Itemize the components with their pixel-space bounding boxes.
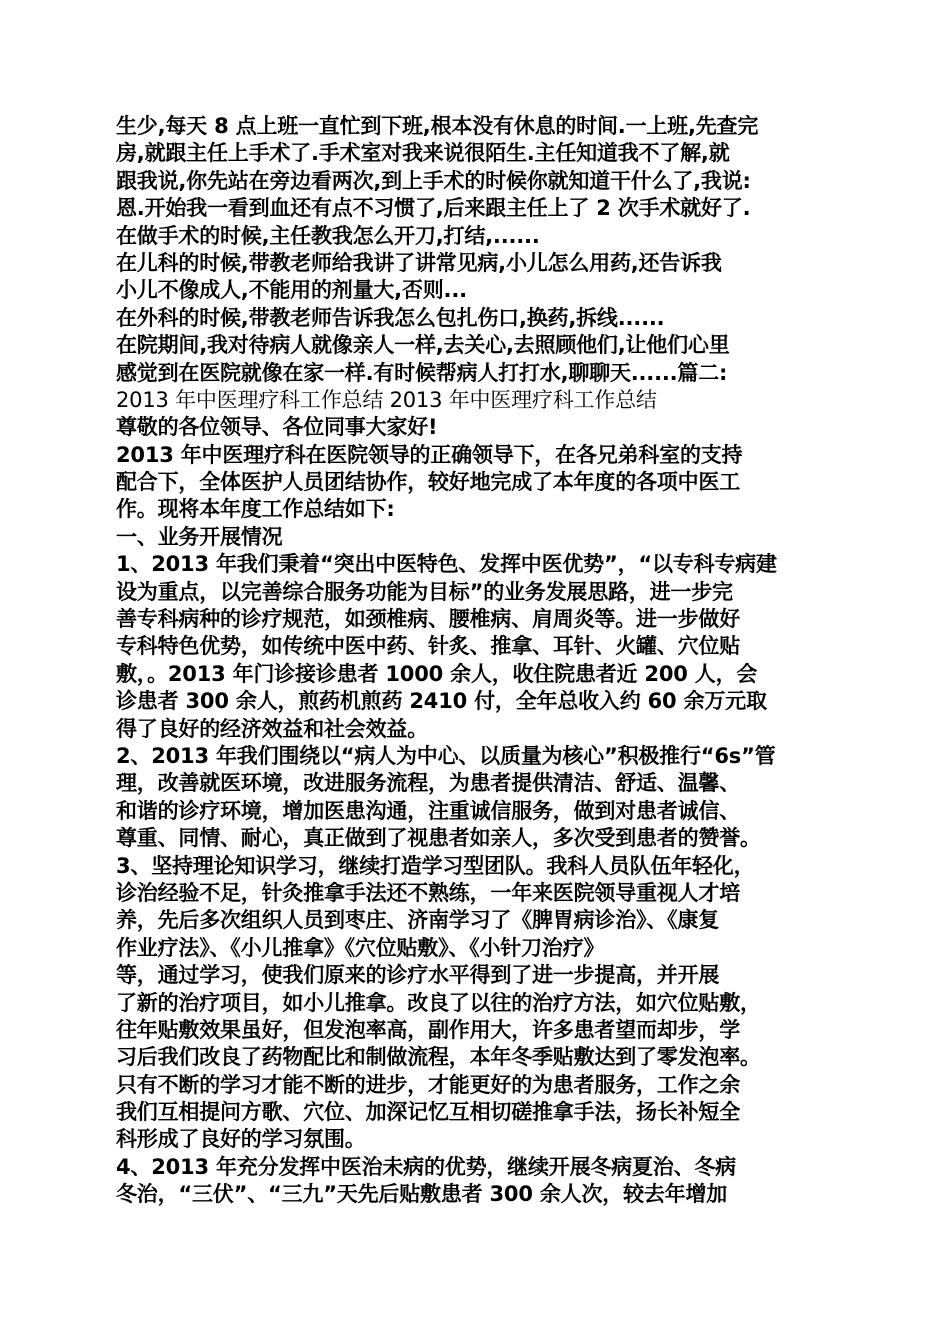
text-line: 只有不断的学习才能不断的进步，才能更好的为患者服务，工作之余 [116, 1072, 740, 1097]
text-line: 作。现将本年度工作总结如下: [116, 497, 395, 522]
text-line: 得了良好的经济效益和社会效益。 [116, 716, 428, 741]
text-line: 感觉到在医院就像在家一样.有时候帮病人打打水,聊聊天......篇二: [116, 360, 728, 385]
text-line: 在外科的时候,带教老师告诉我怎么包扎伤口,换药,拆线...... [116, 305, 665, 330]
text-line: 4、2013 年充分发挥中医治未病的优势，继续开展冬病夏治、冬病 [116, 1154, 736, 1179]
text-line: 诊治经验不足，针灸推拿手法还不熟练，一年来医院领导重视人才培 [116, 880, 740, 905]
text-line: 冬治，“三伏”、“三九”天先后贴敷患者 300 余人次，较去年增加 [116, 1182, 728, 1207]
text-line: 理，改善就医环境，改进服务流程，为患者提供清洁、舒适、温馨、 [116, 771, 740, 796]
text-line: 配合下，全体医护人员团结协作，较好地完成了本年度的各项中医工 [116, 470, 740, 495]
text-line: 2013 年中医理疗科在医院领导的正确领导下，在各兄弟科室的支持 [116, 442, 743, 467]
text-line: 在儿科的时候,带教老师给我讲了讲常见病,小儿怎么用药,还告诉我 [116, 250, 722, 275]
text-line: 等，通过学习，使我们原来的诊疗水平得到了进一步提高，并开展 [116, 963, 720, 988]
text-line: 尊敬的各位领导、各位同事大家好! [116, 415, 438, 440]
text-line: 在院期间,我对待病人就像亲人一样,去关心,去照顾他们,让他们心里 [116, 333, 730, 358]
text-line: 了新的治疗项目，如小儿推拿。改良了以往的治疗方法，如穴位贴敷， [116, 990, 761, 1015]
text-line: 设为重点，以完善综合服务功能为目标”的业务发展思路，进一步完 [116, 579, 733, 604]
text-line: 科形成了良好的学习氛围。 [116, 1127, 366, 1152]
text-line: 善专科病种的诊疗规范，如颈椎病、腰椎病、肩周炎等。进一步做好 [116, 607, 740, 632]
text-line: 1、2013 年我们秉着“突出中医特色、发挥中医优势”，“以专科专病建 [116, 552, 777, 577]
text-line: 生少,每天 8 点上班一直忙到下班,根本没有休息的时间.一上班,先查完 [116, 114, 759, 138]
section-heading-line: 2013 年中医理疗科工作总结 2013 年中医理疗科工作总结 [116, 387, 657, 412]
text-line: 2、2013 年我们围绕以“病人为中心、以质量为核心”积极推行“6s”管 [116, 743, 776, 768]
text-line: 敷，。2013 年门诊接诊患者 1000 余人，收住院患者近 200 人，会 [116, 661, 758, 686]
text-line: 房,就跟主任上手术了.手术室对我来说很陌生.主任知道我不了解,就 [116, 141, 730, 166]
text-line: 3、坚持理论知识学习，继续打造学习型团队。我科人员队伍年轻化， [116, 853, 755, 878]
text-line: 尊重、同情、耐心，真正做到了视患者如亲人，多次受到患者的赞誉。 [116, 826, 761, 851]
text-line: 养，先后多次组织人员到枣庄、济南学习了《脾胃病诊治》、《康复 [116, 908, 719, 933]
text-line: 诊患者 300 余人，煎药机煎药 2410 付，全年总收入约 60 余万元取 [116, 689, 767, 714]
text-line: 一、业务开展情况 [116, 524, 283, 549]
text-line: 小儿不像成人,不能用的剂量大,否则... [116, 278, 467, 303]
text-line: 作业疗法》、《小儿推拿》《穴位贴敷》、《小针刀治疗》 [116, 935, 605, 960]
document-body [116, 113, 846, 1209]
text-line: 恩.开始我一看到血还有点不习惯了,后来跟主任上了 2 次手术就好了. [116, 196, 751, 221]
text-line: 在做手术的时候,主任教我怎么开刀,打结,...... [116, 223, 540, 248]
text-line: 我们互相提问方歌、穴位、加深记忆互相切磋推拿手法，扬长补短全 [116, 1100, 740, 1125]
text-line: 和谐的诊疗环境，增加医患沟通，注重诚信服务，做到对患者诚信、 [116, 798, 740, 823]
text-line: 专科特色优势，如传统中医中药、针炙、推拿、耳针、火罐、穴位贴 [116, 634, 740, 659]
text-line: 往年贴敷效果虽好，但发泡率高，副作用大，许多患者望而却步，学 [116, 1017, 740, 1042]
text-line: 习后我们改良了药物配比和制做流程，本年冬季贴敷达到了零发泡率。 [116, 1045, 761, 1070]
text-line: 跟我说,你先站在旁边看两次,到上手术的时候你就知道干什么了,我说: [116, 168, 751, 193]
